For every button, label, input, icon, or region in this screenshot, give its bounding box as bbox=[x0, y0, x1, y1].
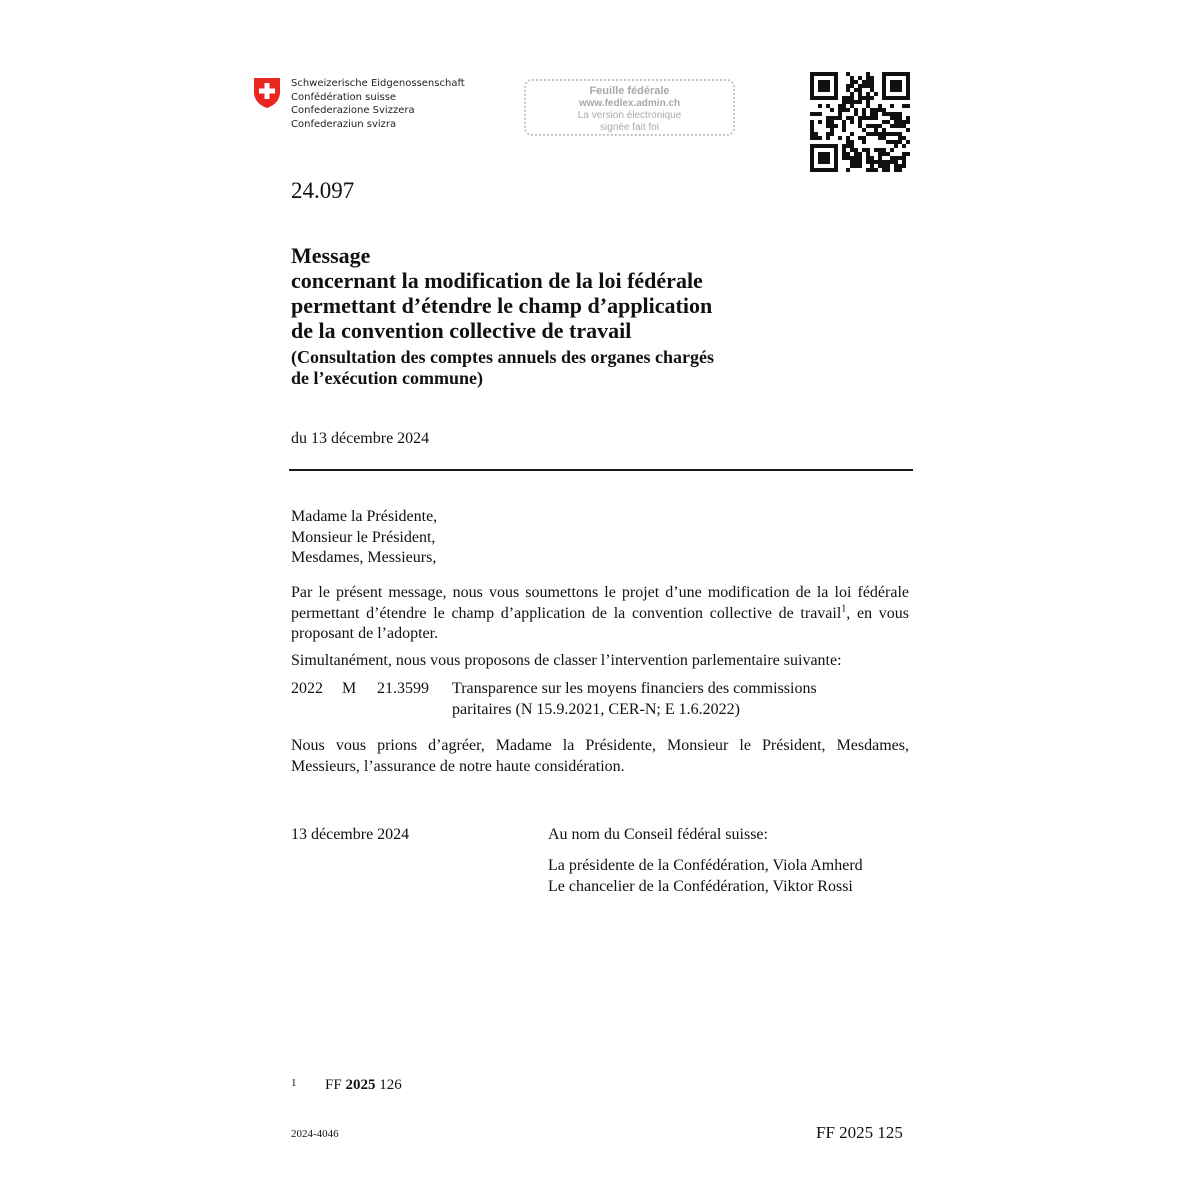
confed-line-it: Confederazione Svizzera bbox=[291, 105, 415, 116]
footnote-number: 1 bbox=[291, 1077, 297, 1089]
intervention-title-line: paritaires (N 15.9.2021, CER-N; E 1.6.2022) bbox=[452, 700, 740, 718]
intervention-number: 21.3599 bbox=[377, 680, 429, 697]
footnote-text bbox=[325, 1077, 402, 1094]
divider bbox=[289, 469, 913, 471]
subtitle-line: de l’exécution commune) bbox=[291, 368, 483, 388]
title-line: de la convention collective de travail bbox=[291, 318, 632, 343]
stamp-note-2: signée fait foi bbox=[600, 122, 659, 133]
document-date: du 13 décembre 2024 bbox=[291, 430, 430, 447]
paragraph-proposal-end: , en vous proposant de l’adopter. bbox=[291, 604, 909, 642]
stamp-title: Feuille fédérale bbox=[589, 85, 670, 97]
footnote-reference[interactable]: 1 bbox=[841, 603, 847, 615]
title-line: permettant d’étendre le champ d’application bbox=[291, 293, 713, 318]
stamp-note-1: La version électronique bbox=[577, 110, 682, 121]
official-stamp bbox=[524, 79, 735, 136]
salutation bbox=[291, 507, 891, 569]
title-line: concernant la modification de la loi fédérale bbox=[291, 268, 703, 293]
paragraph-closing: Nous vous prions d’agréer, Madame la Présidente, Monsieur le Président, Mesdames, Messieurs, l’assurance de notre haute considération. bbox=[291, 737, 909, 775]
confed-line-rm: Confederaziun svizra bbox=[291, 118, 397, 130]
salutation-line: Monsieur le Président, bbox=[291, 528, 436, 546]
subtitle-line: (Consultation des comptes annuels des organes chargés bbox=[291, 347, 715, 367]
swiss-crest-logo bbox=[253, 77, 281, 109]
intervention-type: M bbox=[342, 680, 357, 697]
signature-date: 13 décembre 2024 bbox=[291, 826, 410, 843]
document-title bbox=[291, 243, 811, 343]
paragraph-proposal-text: Par le présent message, nous vous soumettons le projet d’une modification de la loi fédérale permettant d’étendre le champ d’application de la convention collective de travail bbox=[291, 584, 909, 622]
confed-line-de: Schweizerische Eidgenossenschaft bbox=[291, 78, 465, 89]
page-reference: FF 2025 125 bbox=[816, 1123, 903, 1142]
signatories bbox=[548, 856, 928, 897]
signatory-chancellor: Le chancelier de la Confédération, Viktor Rossi bbox=[548, 877, 853, 895]
footnote-page: 126 bbox=[379, 1077, 402, 1093]
confed-line-fr: Confédération suisse bbox=[291, 91, 397, 103]
salutation-line: Mesdames, Messieurs, bbox=[291, 549, 437, 566]
document-reference: 24.097 bbox=[291, 178, 355, 203]
document-subtitle bbox=[291, 347, 811, 389]
document-number: 2024-4046 bbox=[291, 1128, 339, 1140]
salutation-line: Madame la Présidente, bbox=[291, 508, 438, 525]
footnote-prefix: FF bbox=[325, 1077, 342, 1093]
title-line: Message bbox=[291, 243, 371, 268]
intervention-title bbox=[452, 679, 882, 720]
qr-code-icon bbox=[810, 72, 910, 172]
stamp-url: www.fedlex.admin.ch bbox=[578, 98, 681, 109]
paragraph-classification: Simultanément, nous vous proposons de classer l’intervention parlementaire suivante: bbox=[291, 652, 842, 669]
signatory-president: La présidente de la Confédération, Viola Amherd bbox=[548, 857, 863, 874]
signature-council: Au nom du Conseil fédéral suisse: bbox=[548, 826, 768, 843]
confederation-names bbox=[291, 77, 465, 131]
footnote-year: 2025 bbox=[345, 1077, 376, 1093]
intervention-year: 2022 bbox=[291, 680, 323, 697]
paragraph-proposal bbox=[291, 583, 909, 645]
intervention-title-line: Transparence sur les moyens financiers des commissions bbox=[452, 680, 817, 697]
